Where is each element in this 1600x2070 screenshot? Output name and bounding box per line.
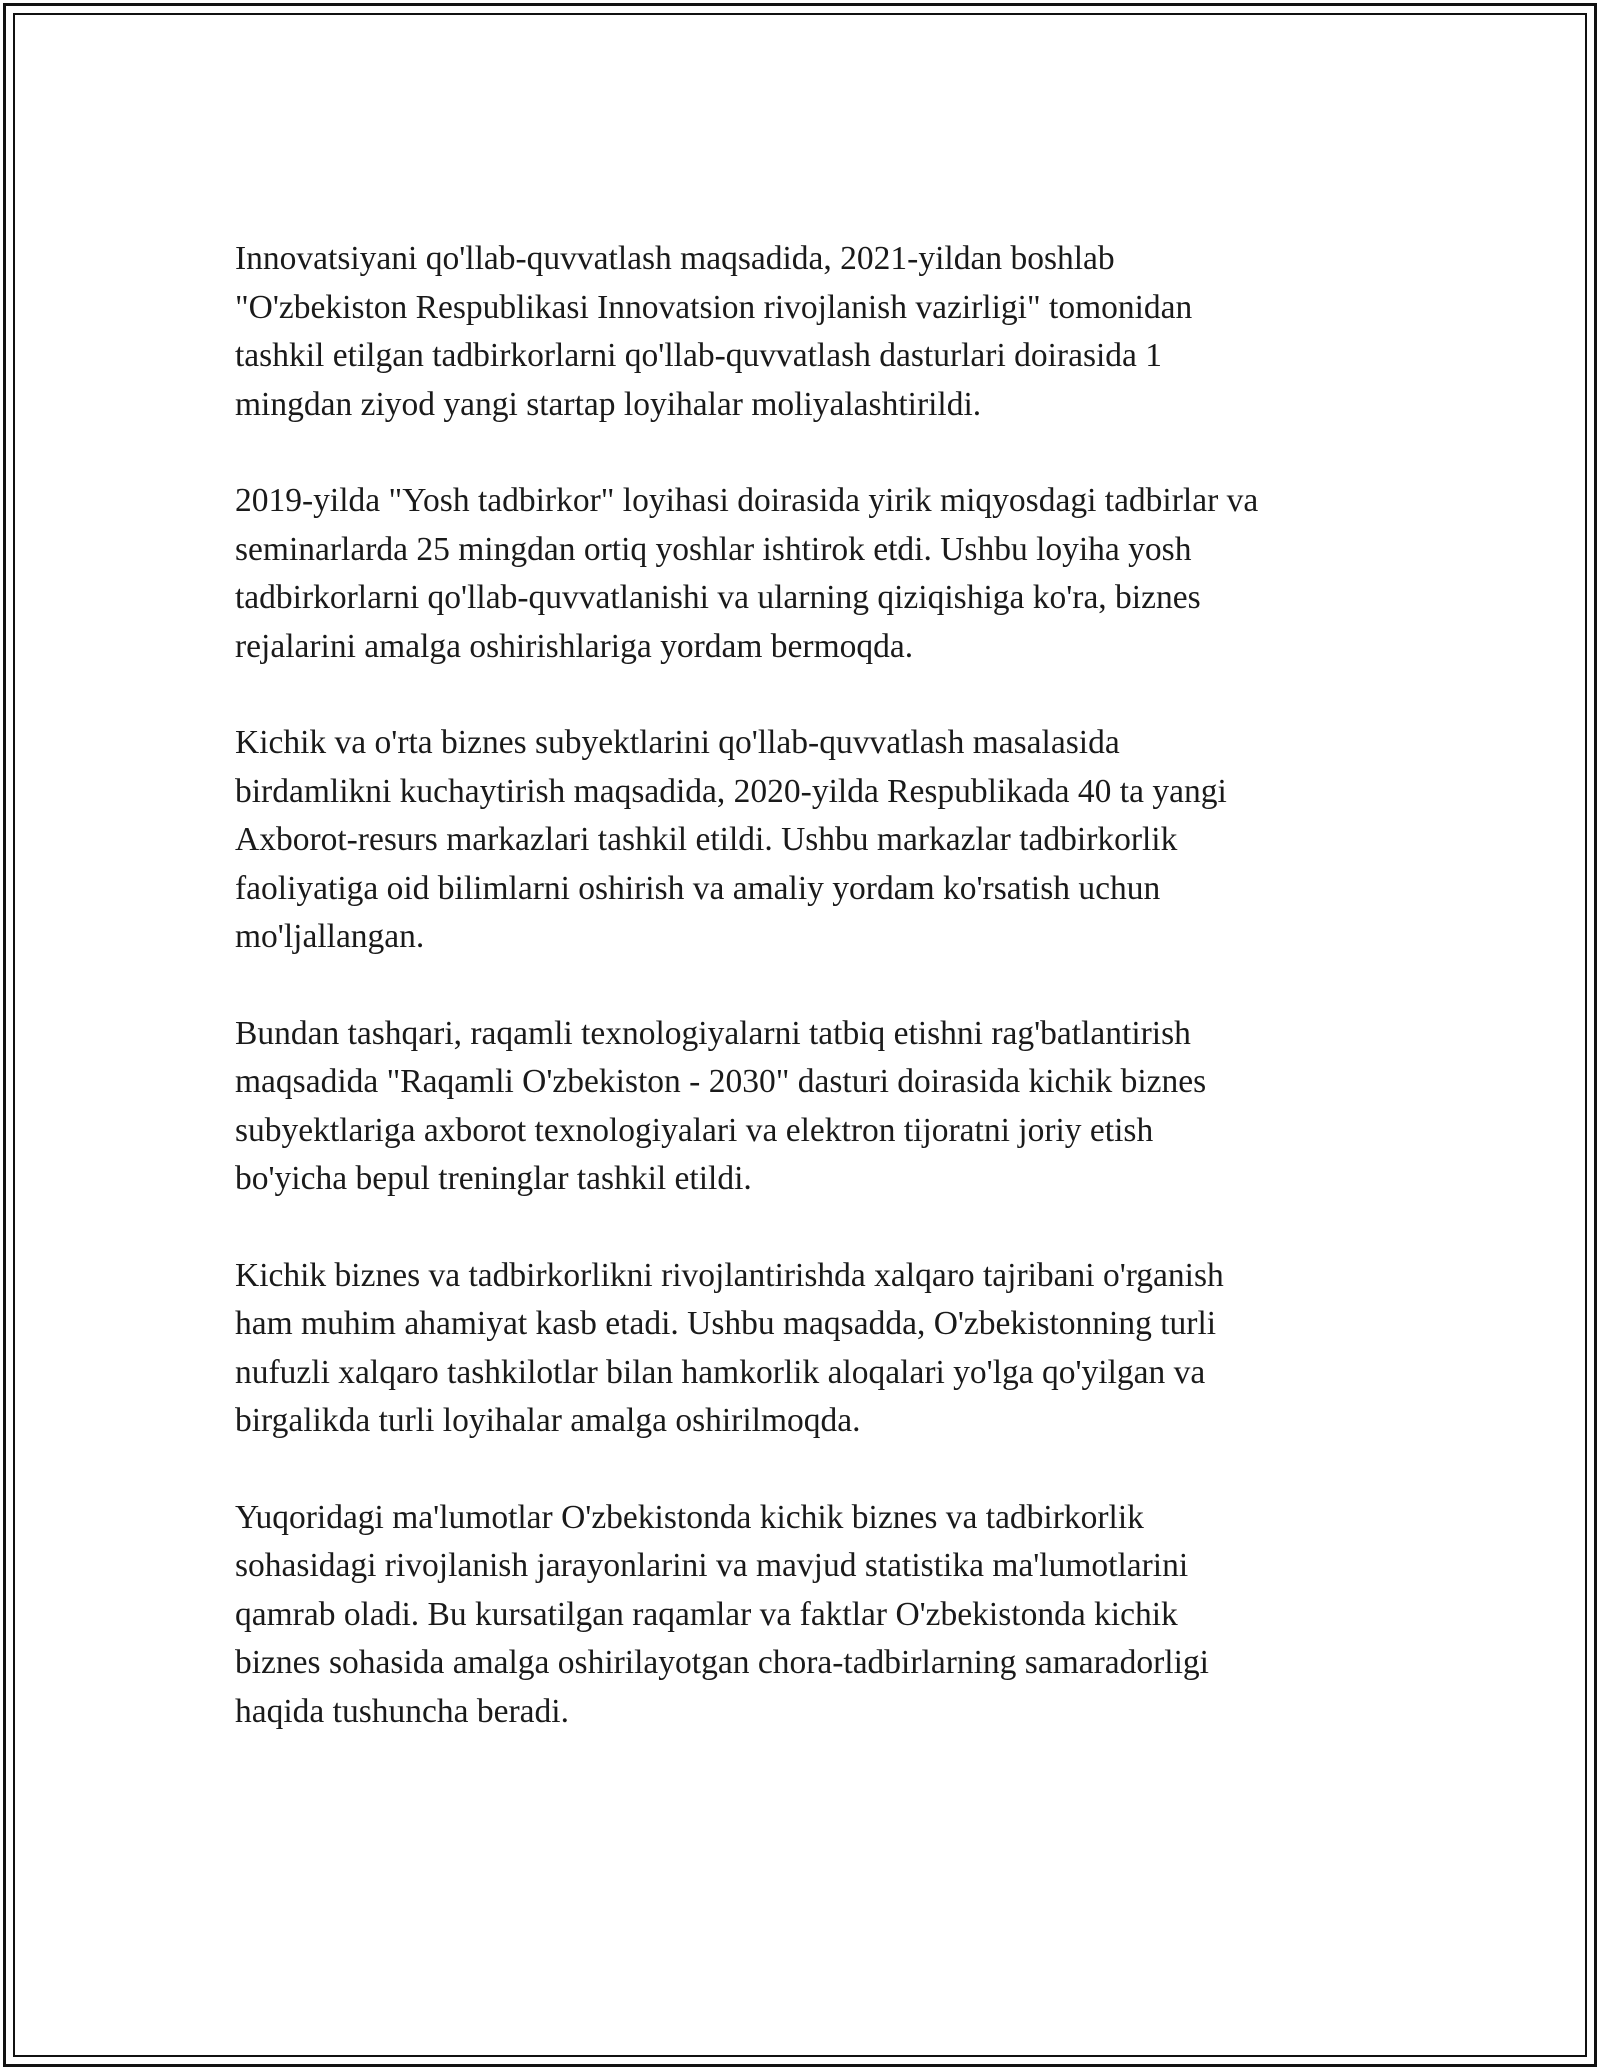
paragraph-digital-uzbekistan: Bundan tashqari, raqamli texnologiyalarni tatbiq etishni rag'batlantirish maqsadida "Raqamli O'zbekiston - 2030" dasturi doirasida kichik biznes subyektlariga axborot texnologiyalari va elektron tijoratni joriy etish bo'yicha bepul treninglar tashkil etildi. (235, 1014, 1207, 1197)
paragraph-young-entrepreneur: 2019-yilda "Yosh tadbirkor" loyihasi doirasida yirik miqyosdagi tadbirlar va seminarlarda 25 mingdan ortiq yoshlar ishtirok etdi. Ushbu loyiha yosh tadbirkorlarni qo'llab-quvvatlanishi va ularning qiziqishiga ko'ra, biznes rejalarini amalga oshirishlariga yordam bermoqda. (235, 482, 1259, 665)
paragraph-international-experience: Kichik biznes va tadbirkorlikni rivojlantirishda xalqaro tajribani o'rganish ham muhim ahamiyat kasb etadi. Ushbu maqsadda, O'zbekistonning turli nufuzli xalqaro tashkilotlar bilan hamkorlik aloqalari yo'lga qo'yilgan va birgalikda turli loyihalar amalga oshirilmoqda. (235, 1256, 1224, 1439)
document-body (235, 235, 1385, 1736)
paragraph-startup-funding: Innovatsiyani qo'llab-quvvatlash maqsadida, 2021-yildan boshlab "O'zbekiston Respublikasi Innovatsion rivojlanish vazirligi" tomonidan tashkil etilgan tadbirkorlarni qo'llab-quvvatlash dasturlari doirasida 1 mingdan ziyod yangi startap loyihalar moliyalashtirildi. (235, 240, 1193, 423)
paragraph-resource-centers: Kichik va o'rta biznes subyektlarini qo'llab-quvvatlash masalasida birdamlikni kuchaytirish maqsadida, 2020-yilda Respublikada 40 ta yangi Axborot-resurs markazlari tashkil etildi. Ushbu markazlar tadbirkorlik faoliyatiga oid bilimlarni oshirish va amaliy yordam ko'rsatish uchun mo'ljallangan. (235, 724, 1227, 955)
paragraph-conclusion: Yuqoridagi ma'lumotlar O'zbekistonda kichik biznes va tadbirkorlik sohasidagi rivojlanish jarayonlarini va mavjud statistika ma'lumotlarini qamrab oladi. Bu kursatilgan raqamlar va faktlar O'zbekistonda kichik biznes sohasida amalga oshirilayotgan chora-tadbirlarning samaradorligi haqida tushuncha beradi. (235, 1498, 1209, 1730)
